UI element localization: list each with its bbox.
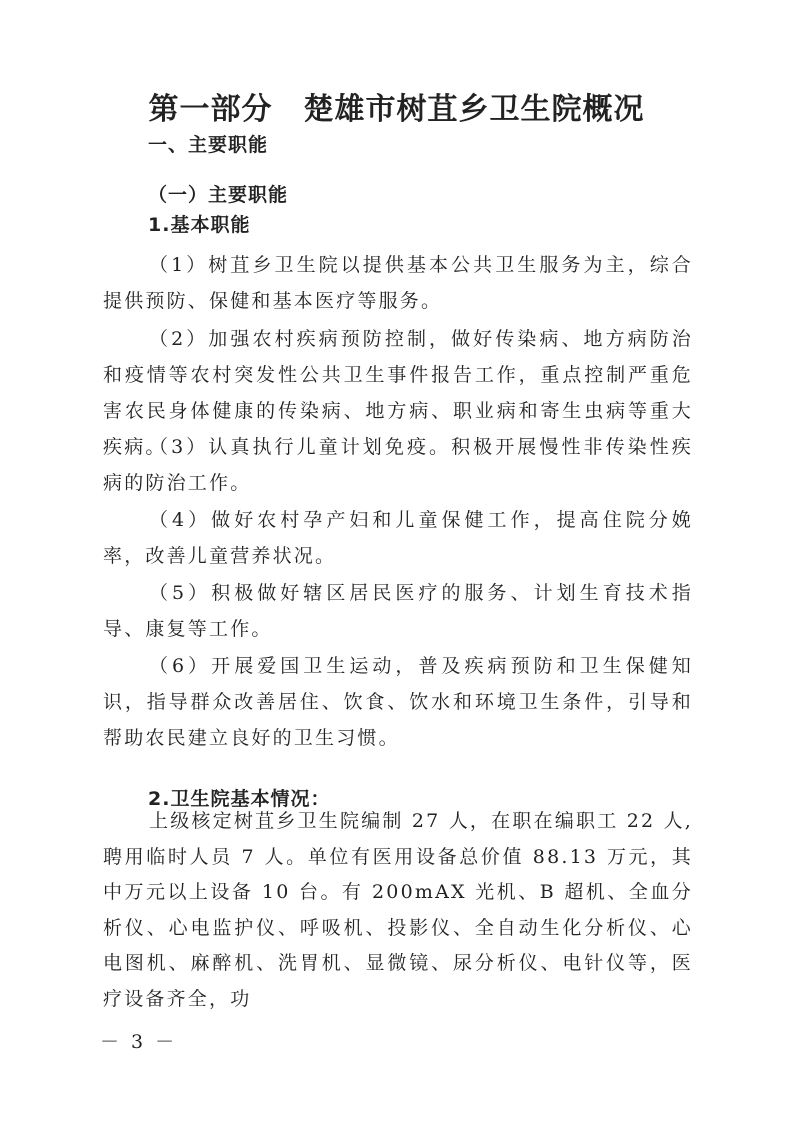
- paragraph-5: （5）积极做好辖区居民医疗的服务、计划生育技术指导、康复等工作。: [103, 582, 693, 640]
- page-title: 第一部分 楚雄市树苴乡卫生院概况: [148, 92, 645, 127]
- page-number: － 3 －: [100, 1031, 178, 1053]
- paragraph-6: （6）开展爱国卫生运动，普及疾病预防和卫生保健知识，指导群众改善居住、饮食、饮水和环境卫生条件，引导和帮助农民建立良好的卫生习惯。: [103, 655, 693, 749]
- paragraph-4: （4）做好农村孕产妇和儿童保健工作，提高住院分娩率，改善儿童营养状况。: [103, 509, 693, 567]
- item-heading-hospital-overview: 2.卫生院基本情况：: [148, 788, 331, 810]
- paragraph-1: （1）树苴乡卫生院以提供基本公共卫生服务为主，综合提供预防、保健和基本医疗等服务。: [103, 254, 693, 312]
- paragraph-3: （3）认真执行儿童计划免疫。积极开展慢性非传染性疾病的防治工作。: [103, 436, 693, 494]
- paragraph-hospital-overview: 上级核定树苴乡卫生院编制 27 人，在职在编职工 22 人,聘用临时人员 7 人。单位有医用设备总价值 88.13 万元，其中万元以上设备 10 台。有 200mAX 光机、B 超机、全血分析仪、心电监护仪、呼吸机、投影仪、全自动生化分析仪、心电图机、麻醉机、洗胃机、显微镜、尿分析仪、电针仪等，医疗设备齐全，功: [103, 810, 693, 1010]
- subsection-heading: （一）主要职能: [148, 184, 289, 206]
- item-heading-basic-functions: 1.基本职能: [148, 214, 251, 236]
- section-heading: 一、主要职能: [148, 134, 269, 156]
- paragraph-2: （2）加强农村疾病预防控制，做好传染病、地方病防治和疫情等农村突发性公共卫生事件报告工作，重点控制严重危害农民身体健康的传染病、地方病、职业病和寄生虫病等重大疾病。: [103, 328, 693, 458]
